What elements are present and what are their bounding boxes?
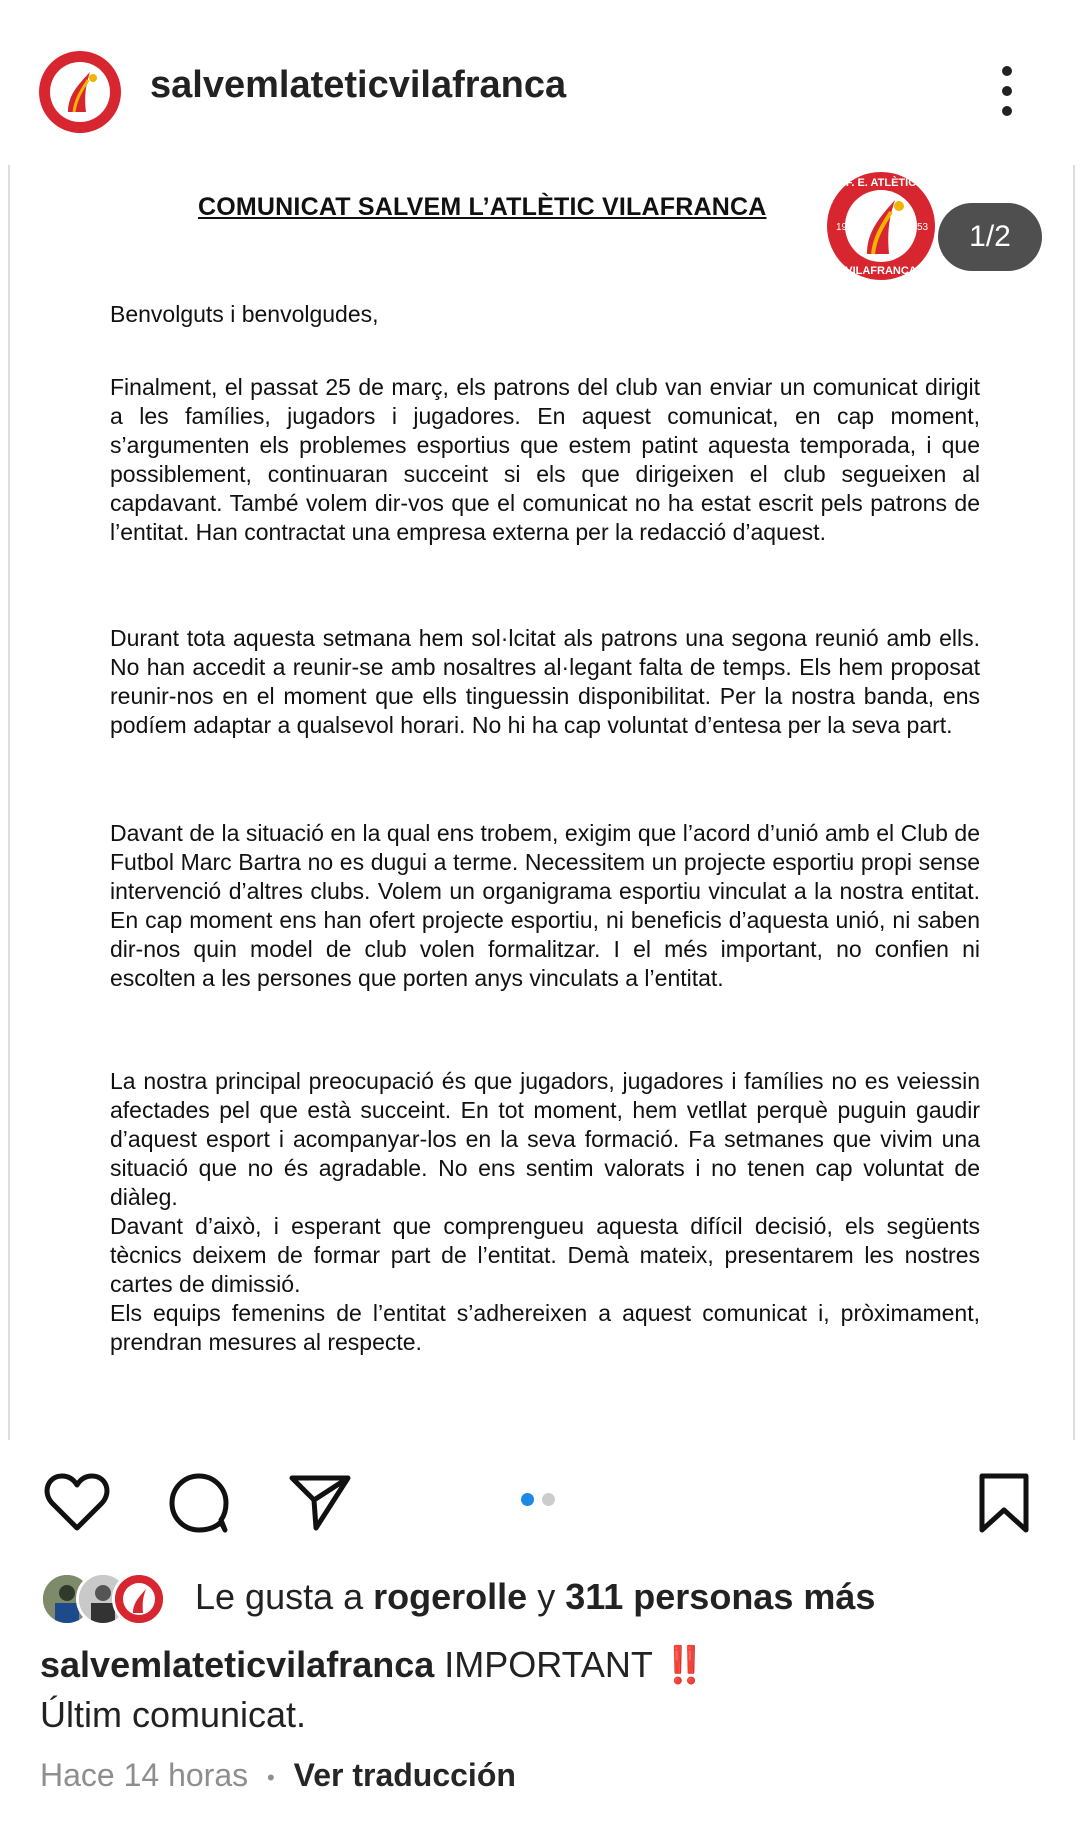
carousel-dots [521, 1493, 555, 1506]
carousel-dot-active [521, 1493, 534, 1506]
likes-prefix: Le gusta a [195, 1576, 374, 1617]
heart-icon[interactable] [44, 1472, 110, 1532]
logo-year-left: 19 [836, 222, 848, 233]
caption-line2: Últim comunicat. [40, 1694, 307, 1735]
caption-username[interactable]: salvemlateticvilafranca [40, 1644, 435, 1685]
document-page [8, 165, 1075, 1440]
likes-text [195, 1576, 875, 1618]
document-greeting: Benvolguts i benvolgudes, [110, 301, 379, 327]
post-caption [40, 1640, 707, 1740]
document-paragraph: Finalment, el passat 25 de març, els patrons del club van enviar un comunicat dirigit a les famílies, jugadors i jugadores. En aquest comunicat, en cap moment, s’argumenten els problemes esportius que estem patint aquesta temporada, i que possiblement, continuaran succeint si els que dirigeixen el club segueixen al capdavant. També volem dir-vos que el comunicat no ha estat escrit pels patrons de l’entitat. Han contractat una empresa externa per la redacció d’aquest. [110, 374, 980, 545]
logo-top-text: F. E. ATLÈTIC [845, 177, 917, 189]
double-exclamation-icon: ‼️ [662, 1644, 708, 1685]
likes-count[interactable]: 311 personas más [565, 1576, 876, 1617]
comment-icon[interactable] [168, 1472, 230, 1534]
send-icon[interactable] [288, 1474, 352, 1532]
document-paragraph: La nostra principal preocupació és que jugadors, jugadores i famílies no es veiessin afectades pel que està succeint. En tot moment, hem vetllat perquè puguin gaudir d’aquest esport i acompanyar-los en la seva formació. Fa setmanes que vivim una situació que no és agradable. No ens sentim valorats i no tenen cap voluntat de diàleg. Davant d’això, i esperant que comprengueu aquesta difícil decisió, els següents tècnics deixem de formar part de l’entitat. Demà mateix, presentarem les nostres cartes de dimissió. Els equips femenins de l’entitat s’adhereixen a aquest comunicat i, pròximament, prendran mesures al respecte. [110, 1068, 980, 1355]
club-crest-logo [825, 170, 937, 282]
caption-text: IMPORTANT [434, 1644, 663, 1685]
logo-bottom-text: VILAFRANCA [845, 265, 917, 277]
liker-avatars [40, 1572, 180, 1624]
more-vertical-icon[interactable] [1000, 66, 1014, 116]
post-header [0, 0, 1080, 165]
bookmark-icon[interactable] [978, 1472, 1030, 1534]
post-time: Hace 14 horas [40, 1757, 249, 1793]
action-bar [0, 1450, 1080, 1570]
meta-separator: • [267, 1764, 275, 1790]
profile-avatar[interactable] [38, 50, 122, 134]
header-username[interactable]: salvemlateticvilafranca [150, 64, 567, 106]
likes-user[interactable]: rogerolle [373, 1576, 528, 1617]
document-paragraph: Davant de la situació en la qual ens trobem, exigim que l’acord d’unió amb el Club de Futbol Marc Bartra no es dugui a terme. Necessitem un projecte esportiu propi sense intervenció d’altres clubs. Volem un organigrama esportiu vinculat a la nostra entitat. En cap moment ens han ofert projecte esportiu, ni beneficis d’aquesta unió, ni saben dir-nos quin model de club volen formalitzar. I el més important, no confien ni escolten a les persones que porten anys vinculats a l’entitat. [110, 820, 980, 991]
club-crest-icon [38, 50, 122, 134]
document-paragraph: Durant tota aquesta setmana hem sol·lcitat als patrons una segona reunió amb ells. No han accedit a reunir-se amb nosaltres al·legant falta de temps. Els hem proposat reunir-nos en el moment que ells tinguessin disponibilitat. Per la nostra banda, ens podíem adaptar a qualsevol horari. No hi ha cap voluntat d’entesa per la seva part. [110, 625, 980, 738]
likes-middle: y [527, 1576, 566, 1617]
likes-row[interactable] [40, 1568, 1060, 1628]
carousel-dot [542, 1493, 555, 1506]
post-meta [40, 1757, 516, 1794]
document-title: COMUNICAT SALVEM L’ATLÈTIC VILAFRANCA [198, 193, 767, 221]
post-image[interactable] [0, 165, 1080, 1440]
logo-year-right: 53 [917, 222, 929, 233]
carousel-counter: 1/2 [938, 203, 1042, 271]
liker-avatar [112, 1572, 166, 1626]
translate-link[interactable]: Ver traducción [293, 1757, 516, 1793]
